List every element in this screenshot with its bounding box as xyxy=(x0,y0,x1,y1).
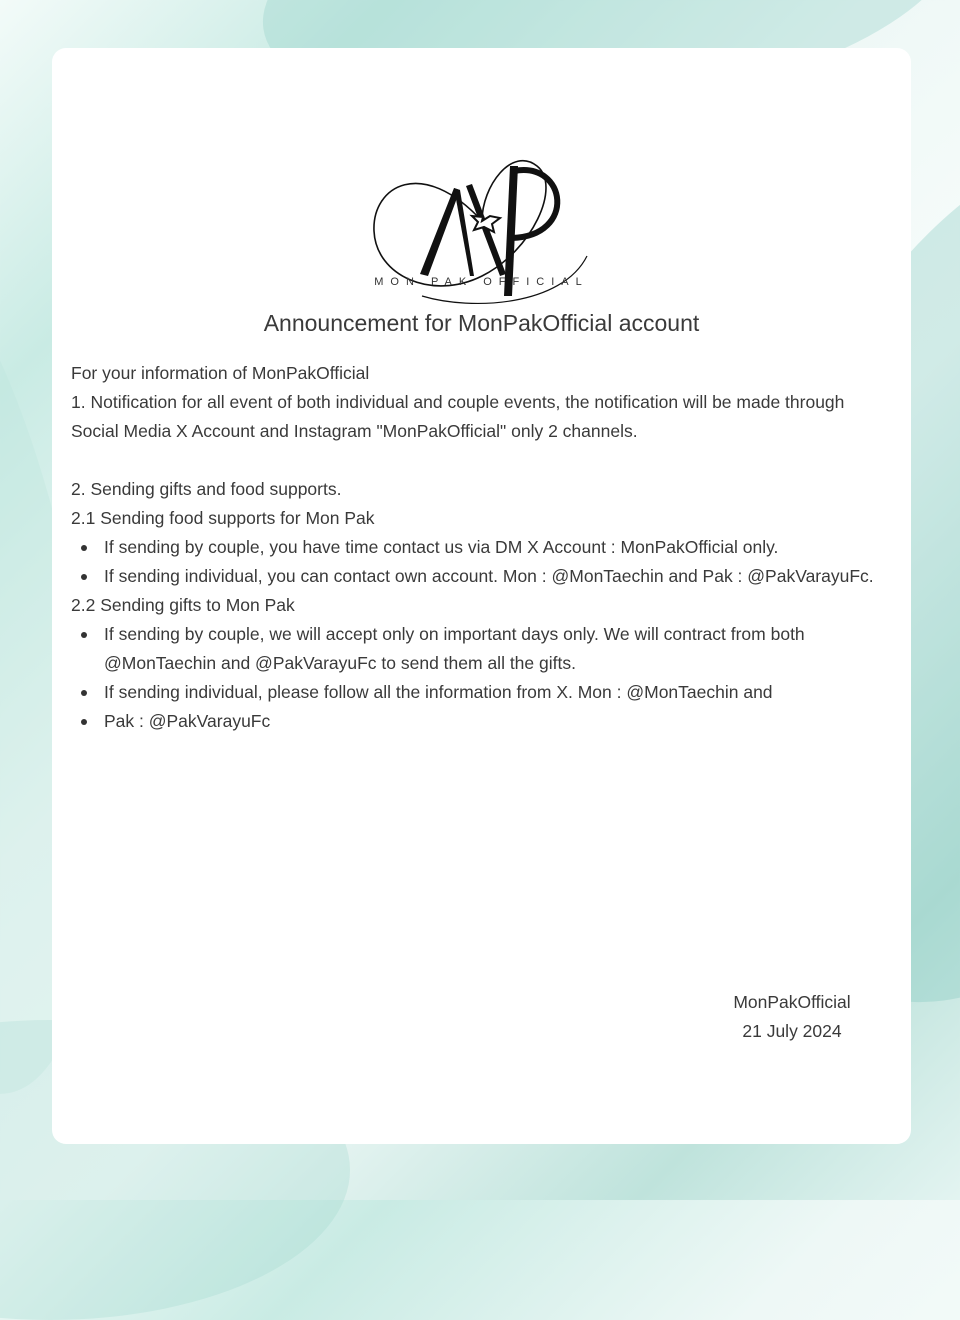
list-item: If sending by couple, you have time contact us via DM X Account : MonPakOfficial only. xyxy=(71,533,891,562)
list-item: Pak : @PakVarayuFc xyxy=(71,707,891,736)
section-2-2-list xyxy=(71,620,891,736)
section-2-2-heading: 2.2 Sending gifts to Mon Pak xyxy=(71,595,295,615)
section-1-text: 1. Notification for all event of both individual and couple events, the notification will be made through Social Media X Account and Instagram "MonPakOfficial" only 2 channels. xyxy=(71,392,845,441)
section-2-heading: 2. Sending gifts and food supports. xyxy=(71,479,342,499)
section-2-1-list xyxy=(71,533,891,591)
announcement-body xyxy=(71,359,891,736)
signature-date: 21 July 2024 xyxy=(742,1021,842,1041)
signature-block xyxy=(692,988,892,1046)
brand-name: MON PAK OFFICIAL xyxy=(374,276,589,288)
page-title: Announcement for MonPakOfficial account xyxy=(263,310,700,336)
section-2-1-heading: 2.1 Sending food supports for Mon Pak xyxy=(71,508,375,528)
intro-text: For your information of MonPakOfficial xyxy=(71,363,370,383)
signature-name: MonPakOfficial xyxy=(733,992,851,1012)
announcement-card xyxy=(52,48,911,1144)
list-item: If sending by couple, we will accept only on important days only. We will contract from both @MonTaechin and @PakVarayuFc to send them all the gifts. xyxy=(71,620,891,678)
list-item: If sending individual, you can contact own account. Mon : @MonTaechin and Pak : @PakVarayuFc. xyxy=(71,562,891,591)
list-item: If sending individual, please follow all the information from X. Mon : @MonTaechin and xyxy=(71,678,891,707)
